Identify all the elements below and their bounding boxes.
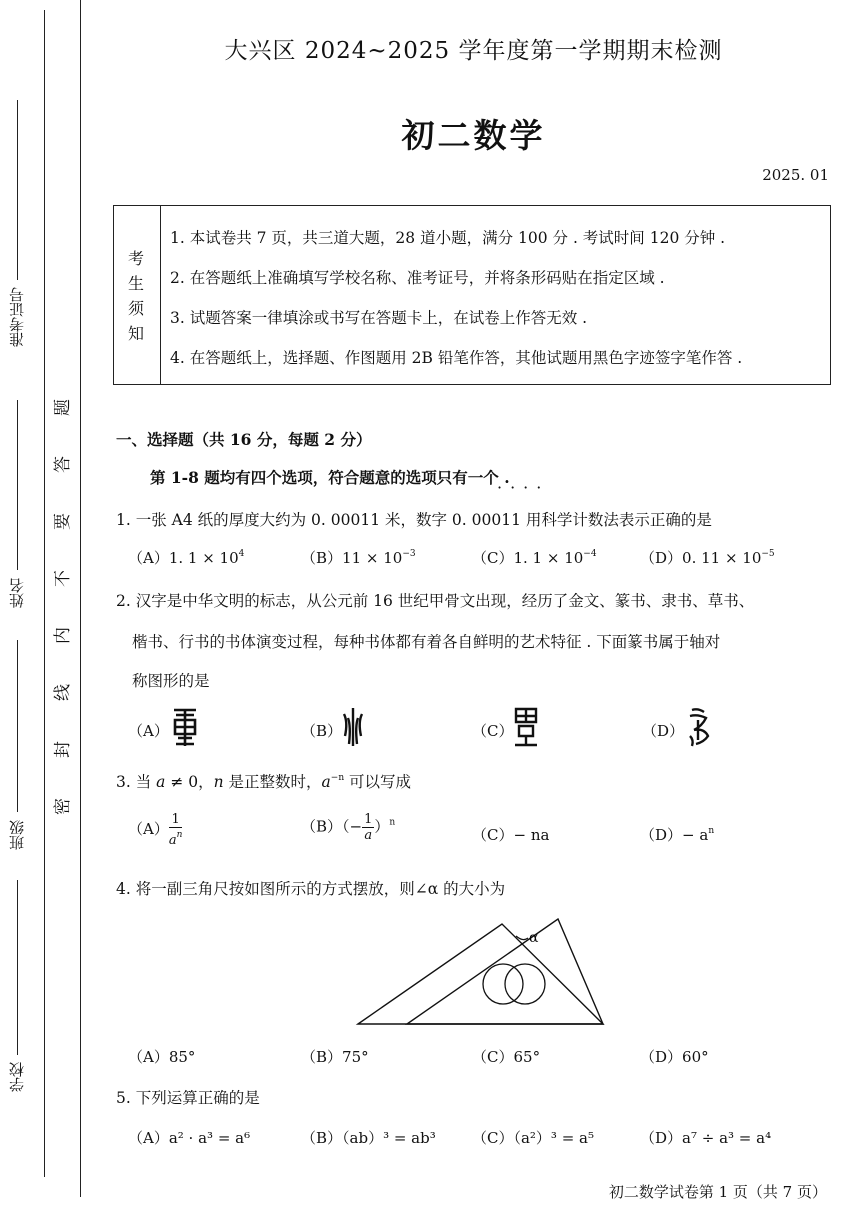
notice-line: 3. 试题答案一律填涂或书写在答题卡上，在试卷上作答无效 . [170, 309, 588, 327]
class-label: 班级 [8, 820, 26, 850]
question-3-stem: 3. 当 a ≠ 0，n 是正整数时，$a^{-n}$ 可以写成 [116, 773, 412, 791]
q2-option-d: （D） [642, 722, 685, 740]
class-underline [17, 640, 18, 812]
notice-line: 1. 本试卷共 7 页，共三道大题，28 道小题，满分 100 分 . 考试时间 120 分钟 . [170, 229, 726, 247]
seal-char: 密 [53, 798, 73, 815]
q1-option-d: （D）0. $11 \times 10^{-5}$ [640, 549, 775, 567]
seal-char: 线 [53, 684, 73, 701]
q3-option-d: $(D)- a^n$ [640, 826, 715, 844]
triangle-ruler-small [407, 919, 603, 1024]
notice-box [113, 205, 831, 385]
ruler-hole [505, 964, 545, 1004]
name-underline [17, 400, 18, 570]
q5-option-a: （A）a² · a³ = a⁶ [128, 1129, 251, 1147]
q5-option-b: （B）（ab）³ = ab³ [301, 1129, 436, 1147]
q3-option-a: （A） $\frac{1}{a^n}$ [128, 812, 183, 848]
section-heading: 一、选择题（共 16 分，每题 2 分） [116, 430, 372, 449]
question-2-line: 楷书、行书的书体演变过程，每种书体都有着各自鲜明的艺术特征 . 下面篆书属于轴对 [132, 633, 721, 651]
q1-option-c: （C）1. $1 \times 10^{-4}$ [472, 549, 597, 567]
seal-script-glyph-a [170, 706, 200, 748]
margin-inner-line [80, 0, 81, 1197]
seal-char: 封 [53, 741, 73, 758]
exam-title: 初二数学 [401, 116, 546, 155]
notice-heading-char: 知 [128, 324, 145, 343]
q1-option-b: $(B)11 \times 10^{-3}$ [301, 549, 416, 567]
ruler-hole [483, 964, 523, 1004]
angle-alpha-label: α [529, 930, 539, 946]
q3-option-b: （B）（− $\frac{1}{a}$ ）$^n$ [301, 812, 396, 843]
margin-outer-line [44, 10, 45, 1177]
q2-option-c: （C） [472, 722, 514, 740]
exam-id-underline [17, 100, 18, 280]
name-label: 姓名 [8, 578, 26, 608]
question-2-line: 称图形的是 [132, 672, 210, 690]
section-instruction: 第 1-8 题均有四个选项，符合题意的选项只有一个 . [150, 468, 510, 487]
school-underline [17, 880, 18, 1055]
seal-script-glyph-b [340, 706, 366, 748]
q1-option-a: （A）1. $1 \times 10^4$ [128, 549, 245, 567]
q2-option-a: （A） [128, 722, 169, 740]
q4-option-b: （B）75° [301, 1048, 369, 1066]
seal-script-glyph-c [512, 706, 540, 748]
notice-heading-char: 考 [128, 249, 145, 268]
question-2-line: 2. 汉字是中华文明的标志，从公元前 16 世纪甲骨文出现，经历了金文、篆书、隶书、草书、 [116, 592, 755, 610]
notice-heading-char: 须 [128, 299, 145, 318]
q5-option-d: （D）a⁷ ÷ a³ = a⁴ [640, 1129, 772, 1147]
exam-id-label: 准考证号 [8, 287, 26, 347]
exam-subtitle: 大兴区 2024~2025 学年度第一学期期末检测 [224, 38, 723, 64]
q4-option-d: （D）60° [640, 1048, 709, 1066]
question-5-stem: 5. 下列运算正确的是 [116, 1089, 260, 1107]
q5-option-c: （C）（a²）³ = a⁵ [472, 1129, 595, 1147]
notice-heading [114, 206, 161, 384]
q4-option-a: （A）85° [128, 1048, 196, 1066]
emphasis-dots: ···· [497, 478, 550, 497]
notice-line: 2. 在答题纸上准确填写学校名称、准考证号，并将条形码贴在指定区域 . [170, 269, 665, 287]
seal-script-glyph-d [684, 706, 712, 748]
seal-char: 答 [53, 456, 73, 473]
notice-line: 4. 在答题纸上，选择题、作图题用 2B 铅笔作答，其他试题用黑色字迹签字笔作答 . [170, 349, 743, 367]
seal-char: 题 [53, 399, 73, 416]
seal-char: 内 [53, 627, 73, 644]
seal-char: 要 [53, 513, 73, 530]
exam-date: 2025. 01 [762, 166, 829, 184]
school-label: 学校 [8, 1062, 26, 1092]
question-1-stem: 1. 一张 A4 纸的厚度大约为 0. 00011 米，数字 0. 00011 用科学计数法表示正确的是 [116, 511, 712, 529]
triangle-rulers-figure [355, 918, 610, 1030]
page-footer: 初二数学试卷第 1 页（共 7 页） [608, 1183, 827, 1201]
q3-option-c: （C）− na [472, 826, 550, 844]
seal-char: 不 [53, 570, 73, 587]
notice-heading-char: 生 [128, 274, 145, 293]
question-4-stem: 4. 将一副三角尺按如图所示的方式摆放，则∠α 的大小为 [116, 880, 506, 898]
q4-option-c: （C）65° [472, 1048, 541, 1066]
q2-option-b: （B） [301, 722, 343, 740]
